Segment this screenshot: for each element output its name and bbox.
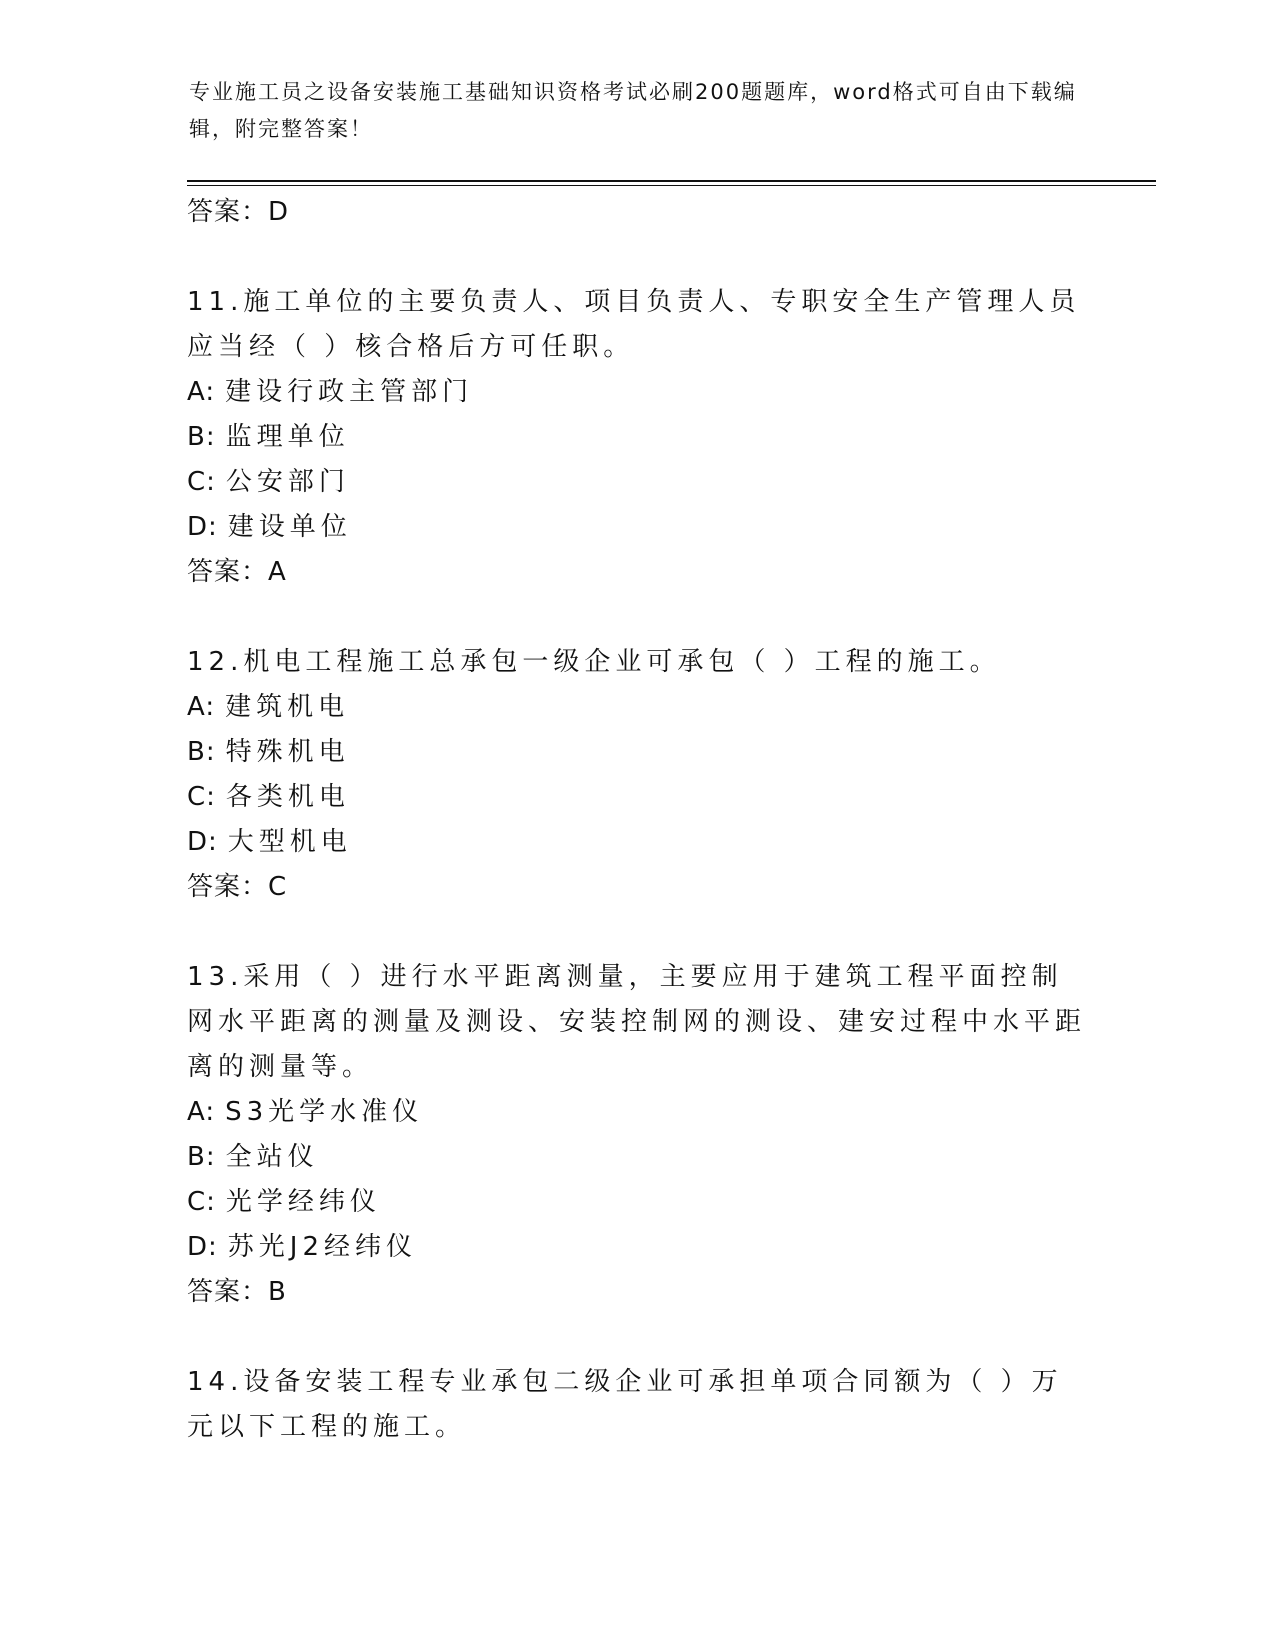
page-header: 专业施工员之设备安装施工基础知识资格考试必刷200题题库，word格式可自由下载编辑，附完整答案！ [189,80,1077,141]
option-c [187,775,1087,820]
option-letter: A: [187,377,216,407]
question-block [187,640,1087,909]
question-text: 11.施工单位的主要负责人、项目负责人、专职安全生产管理人员应当经（ ）核合格后方可任职。 [187,287,1081,362]
question-list [187,190,1087,1450]
option-letter: C: [187,467,216,497]
option-letter: A: [187,692,216,722]
option-a [187,685,1087,730]
option-d [187,1225,1087,1270]
option-d [187,505,1087,550]
answer-value: C [268,872,288,902]
question-block [187,955,1087,1314]
option-b [187,730,1087,775]
option-text: 各类机电 [225,782,350,812]
option-text: 建筑机电 [225,692,350,722]
option-c [187,1180,1087,1225]
answer-line [187,550,1087,594]
answer-label: 答案： [187,197,269,227]
option-letter: B: [187,1142,216,1172]
option-text: 特殊机电 [225,737,350,767]
option-c [187,460,1087,505]
option-text: 监理单位 [225,422,350,452]
answer-line [187,190,1087,234]
option-letter: D: [187,1232,218,1262]
option-text: 全站仪 [225,1142,319,1172]
option-text: 苏光J2经纬仪 [227,1232,417,1262]
option-letter: D: [187,512,218,542]
question-text: 14.设备安装工程专业承包二级企业可承担单项合同额为（ ）万元以下工程的施工。 [187,1367,1063,1442]
option-text: 公安部门 [225,467,350,497]
option-text: 建设单位 [227,512,352,542]
option-letter: B: [187,737,216,767]
answer-label: 答案： [187,1277,269,1307]
option-text: 大型机电 [227,827,352,857]
question-block [187,1360,1087,1450]
answer-label: 答案： [187,872,269,902]
header-rule-thick [187,180,1156,182]
question-text: 13.采用（ ）进行水平距离测量，主要应用于建筑工程平面控制网水平距离的测量及测设、安装控制网的测设、建安过程中水平距离的测量等。 [187,962,1087,1082]
question-text: 12.机电工程施工总承包一级企业可承包（ ）工程的施工。 [187,647,1001,677]
answer-line [187,865,1087,909]
option-text: 建设行政主管部门 [225,377,474,407]
question-block [187,280,1087,594]
answer-line [187,1270,1087,1314]
header-rule-thin [187,185,1156,186]
option-b [187,415,1087,460]
option-text: 光学经纬仪 [225,1187,381,1217]
option-letter: D: [187,827,218,857]
option-letter: C: [187,1187,216,1217]
option-letter: C: [187,782,216,812]
answer-value: D [268,197,290,227]
option-b [187,1135,1087,1180]
option-text: S3光学水准仪 [225,1097,424,1127]
option-letter: B: [187,422,216,452]
option-d [187,820,1087,865]
answer-value: A [268,557,287,587]
answer-label: 答案： [187,557,269,587]
option-a [187,370,1087,415]
option-letter: A: [187,1097,216,1127]
answer-value: B [268,1277,287,1307]
option-a [187,1090,1087,1135]
